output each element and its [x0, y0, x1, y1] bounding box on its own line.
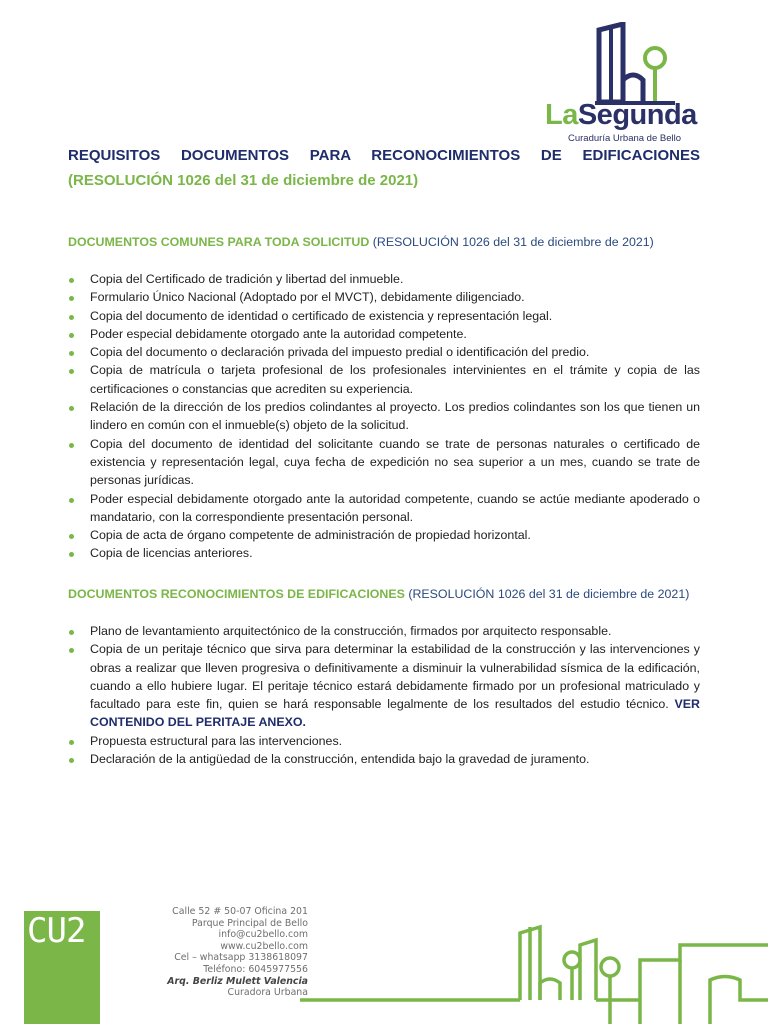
section-recognition-reference: (RESOLUCIÓN 1026 del 31 de diciembre de 2021)	[408, 587, 690, 601]
list-item: Copia del documento o declaración privada del impuesto predial o identificación del predio.	[68, 343, 700, 361]
signatory-role: Curadora Urbana	[227, 987, 308, 999]
brand-name: LaSegunda	[545, 99, 697, 131]
list-item: Formulario Único Nacional (Adoptado por el MVCT), debidamente diligenciado.	[68, 288, 700, 306]
cu2-logo: CU2	[27, 911, 86, 951]
list-item: Copia de licencias anteriores.	[68, 544, 700, 562]
contact-website[interactable]: www.cu2bello.com	[220, 940, 308, 952]
brand-tagline: Curaduría Urbana de Bello	[568, 133, 682, 144]
contact-info	[150, 906, 308, 999]
section-common-reference: (RESOLUCIÓN 1026 del 31 de diciembre de 2021)	[372, 235, 654, 249]
recognition-requirements-list	[68, 622, 700, 768]
list-item: Copia del documento de identidad o certificado de existencia y representación legal.	[68, 307, 700, 325]
section-common-heading	[68, 233, 700, 251]
list-item: Poder especial debidamente otorgado ante la autoridad competente, cuando se actúe mediante apoderado o mandatario, con la correspondiente presentación personal.	[68, 490, 700, 527]
contact-phone: Teléfono: 6045977556	[203, 963, 308, 975]
document-title: REQUISITOS DOCUMENTOS PARA RECONOCIMIENTOS DE EDIFICACIONES	[68, 147, 700, 164]
building-logo-icon	[595, 22, 675, 107]
la-segunda-logo	[540, 22, 710, 152]
list-item: Copia de matrícula o tarjeta profesional de los profesionales intervinientes en el trámite y copia de las certificaciones o constancias que acrediten su experiencia.	[68, 361, 700, 398]
signatory-name: Arq. Berliz Mulett Valencia	[167, 975, 308, 987]
list-item: Relación de la dirección de los predios colindantes al proyecto. Los predios colindantes son los que tienen un lindero en común con el inmueble(s) objeto de la solicitud.	[68, 398, 700, 435]
list-item: Copia de acta de órgano competente de administración de propiedad horizontal.	[68, 526, 700, 544]
list-item: Plano de levantamiento arquitectónico de la construcción, firmados por arquitecto responsable.	[68, 622, 700, 640]
contact-email[interactable]: info@cu2bello.com	[218, 929, 308, 941]
list-item: Poder especial debidamente otorgado ante la autoridad competente.	[68, 325, 700, 343]
section-common-title: DOCUMENTOS COMUNES PARA TODA SOLICITUD	[68, 235, 370, 249]
contact-whatsapp: Cel – whatsapp 3138618097	[174, 952, 308, 964]
list-item: Declaración de la antigüedad de la construcción, entendida bajo la gravedad de juramento.	[68, 750, 700, 768]
common-requirements-list	[68, 270, 700, 563]
document-subtitle: (RESOLUCIÓN 1026 del 31 de diciembre de 2021)	[68, 172, 419, 189]
city-skyline-decoration	[300, 905, 768, 1024]
list-item: Copia del documento de identidad del solicitante cuando se trate de personas naturales o certificado de existencia y representación legal, cuya fecha de expedición no sea superior a un mes, cuando se trate de personas jurídicas.	[68, 435, 700, 490]
section-recognition-title: DOCUMENTOS RECONOCIMIENTOS DE EDIFICACIONES	[68, 587, 405, 601]
contact-location: Parque Principal de Bello	[191, 917, 308, 929]
contact-address: Calle 52 # 50-07 Oficina 201	[172, 906, 308, 917]
section-recognition-heading	[68, 585, 700, 603]
annex-link[interactable]: VER CONTENIDO DEL PERITAJE ANEXO.	[90, 697, 700, 730]
list-item-text: Copia de un peritaje técnico que sirva para determinar la estabilidad de la construcción y las intervenciones y obras a realizar que lleven progresiva o definitivamente a disminuir la vulnerabilidad sísmica de la edificación, cuando a ello hubiere lugar. El peritaje técnico estará debidamente firmado por un profesional matriculado y facultado para este fin, quien se hará responsable legalmente de los resultados del estudio técnico.	[90, 642, 700, 712]
list-item: Propuesta estructural para las intervenciones.	[68, 732, 700, 750]
list-item	[68, 640, 700, 731]
list-item: Copia del Certificado de tradición y libertad del inmueble.	[68, 270, 700, 288]
